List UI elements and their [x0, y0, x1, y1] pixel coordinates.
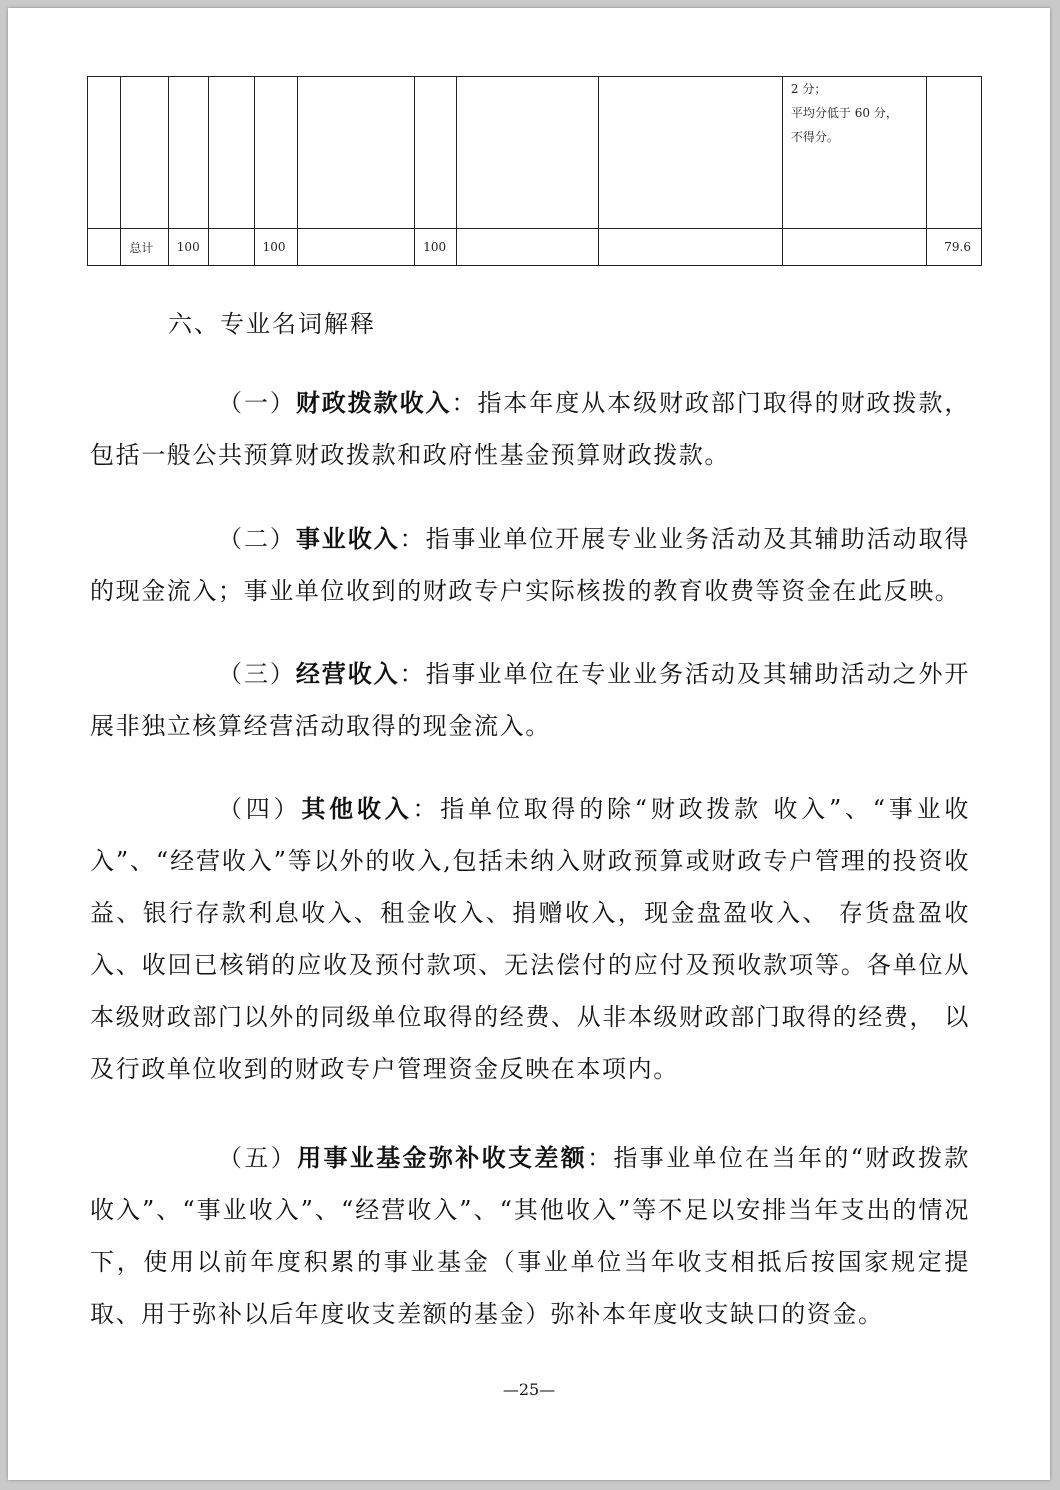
table-row: [88, 77, 982, 229]
total-score: 79.6: [927, 229, 982, 266]
note-line: 2 分；: [790, 82, 827, 96]
total-value: 100: [254, 229, 297, 266]
table-total-row: [88, 229, 982, 266]
total-value: 100: [168, 229, 208, 266]
score-table: [87, 76, 982, 266]
definition-text: 指单位取得的除“财政拨款 收入”、“事业收入”、“经营收入”等以外的收入,包括未纳入财政预算或财政专户管理的投资收益、银行存款利息收入、租金收入、捐赠收入，现金盘盈收入、 存货盘盈收入、收回已核销的应收及预付款项、无法偿付的应付及预收款项等。各单位从本级财政部门以外的同级单位取得的经费、从非本级财政部门取得的经费， 以及行政单位收到的财政专户管理资金反映在本项内。: [90, 795, 970, 1083]
page-number: —25—: [502, 1380, 556, 1399]
definition-paragraph: （五）用事业基金弥补收支差额：指事业单位在当年的“财政拨款收入”、“事业收入”、“经营收入”、“其他收入”等不足以安排当年支出的情况下，使用以前年度积累的事业基金（事业单位当年收支相抵后按国家规定提取、用于弥补以后年度收支差额的基金）弥补本年度收支缺口的资金。: [90, 1143, 970, 1328]
section-heading: 六、专业名词解释: [168, 310, 376, 338]
note-line: 不得分。: [790, 130, 839, 144]
item-number: （五）: [218, 1144, 298, 1172]
term-label: 财政拨款收入: [295, 388, 452, 417]
term-label: 经营收入: [295, 659, 400, 688]
definition-text: 指事业单位在专业业务活动及其辅助活动之外开展非独立核算经营活动取得的现金流入。: [90, 660, 970, 740]
note-line: 平均分低于 60 分，: [790, 106, 898, 120]
scoring-note-cell: [782, 77, 926, 229]
term-label: 其他收入: [301, 794, 413, 823]
item-number: （四）: [218, 795, 302, 823]
item-number: （一）: [218, 389, 296, 417]
definition-paragraph: （二）事业收入：指事业单位开展专业业务活动及其辅助活动取得的现金流入；事业单位收到的财政专户实际核拨的教育收费等资金在此反映。: [90, 524, 970, 605]
term-label: 事业收入: [295, 524, 400, 553]
definition-text: 指事业单位在当年的“财政拨款收入”、“事业收入”、“经营收入”、“其他收入”等不足以安排当年支出的情况下，使用以前年度积累的事业基金（事业单位当年收支相抵后按国家规定提取、用于弥补以后年度收支差额的基金）弥补本年度收支缺口的资金。: [90, 1144, 970, 1328]
definition-paragraph: （一）财政拨款收入：指本年度从本级财政部门取得的财政拨款，包括一般公共预算财政拨款和政府性基金预算财政拨款。: [90, 388, 970, 469]
total-label: 总计: [121, 229, 168, 266]
item-number: （三）: [218, 660, 296, 688]
document-page: [8, 8, 1050, 1480]
definition-paragraph: （三）经营收入：指事业单位在专业业务活动及其辅助活动之外开展非独立核算经营活动取得的现金流入。: [90, 659, 970, 740]
total-value: 100: [415, 229, 456, 266]
definition-paragraph: （四）其他收入：指单位取得的除“财政拨款 收入”、“事业收入”、“经营收入”等以外的收入,包括未纳入财政预算或财政专户管理的投资收益、银行存款利息收入、租金收入、捐赠收入，现金盘盈收入、 存货盘盈收入、收回已核销的应收及预付款项、无法偿付的应付及预收款项等。各单位从本级财政部门以外的同级单位取得的经费、从非本级财政部门取得的经费， 以及行政单位收到的财政专户管理资金反映在本项内。: [90, 794, 970, 1083]
definition-text: 指本年度从本级财政部门取得的财政拨款，包括一般公共预算财政拨款和政府性基金预算财政拨款。: [90, 389, 970, 469]
item-number: （二）: [218, 525, 296, 553]
definition-text: 指事业单位开展专业业务活动及其辅助活动取得的现金流入；事业单位收到的财政专户实际核拨的教育收费等资金在此反映。: [90, 525, 970, 605]
term-label: 用事业基金弥补收支差额: [297, 1143, 588, 1172]
